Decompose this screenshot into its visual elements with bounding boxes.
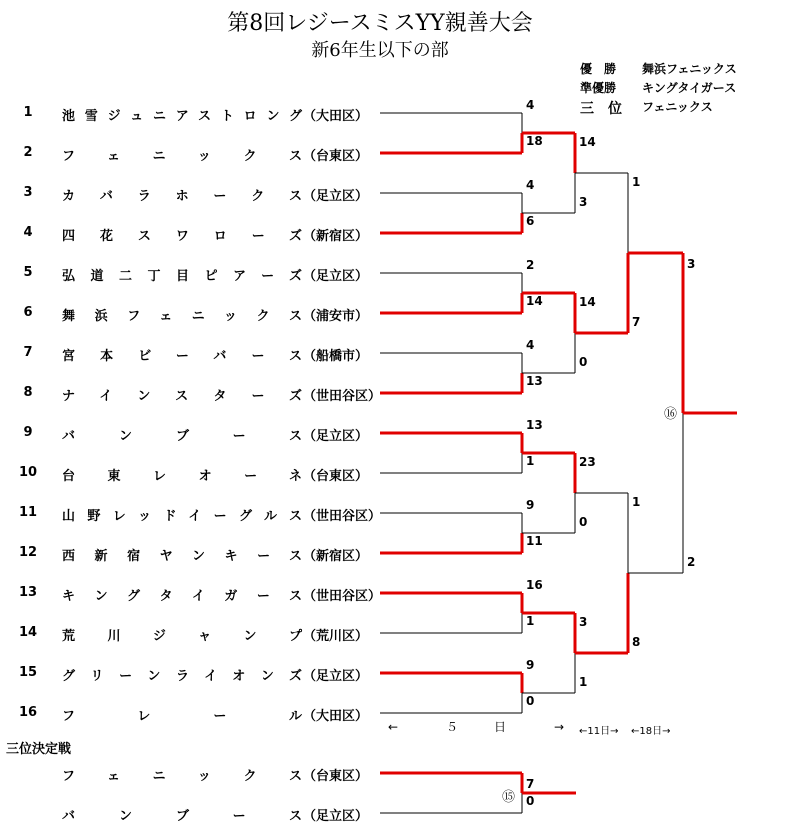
score: 1 [526, 454, 535, 468]
score: 13 [526, 374, 543, 388]
champion-label: 優 勝 [580, 62, 617, 76]
team-area: （新宿区） [303, 229, 369, 244]
team-area: （世田谷区） [303, 509, 382, 524]
team-area: （新宿区） [303, 549, 369, 564]
score: 3 [687, 257, 696, 271]
team-name: バンブース [62, 429, 302, 444]
third-team: フェニックス [642, 100, 713, 114]
score: 1 [632, 495, 641, 509]
team-name: 荒川ジャンプ [62, 629, 302, 644]
team-number: 12 [18, 545, 38, 560]
score: 2 [526, 258, 535, 272]
team-area: （台東区） [303, 469, 369, 484]
team-name: 弘道二丁目ピアーズ [62, 269, 302, 284]
score: 0 [526, 694, 535, 708]
team-number: 9 [23, 425, 33, 440]
team-name: フェニックス [62, 149, 302, 164]
team-number: 2 [23, 145, 33, 160]
score: 13 [526, 418, 543, 432]
team-number: 13 [18, 585, 38, 600]
team-area: （大田区） [303, 709, 369, 724]
score: 0 [526, 794, 535, 808]
team-area: （足立区） [303, 669, 369, 684]
team-number: 5 [23, 265, 33, 280]
score: 4 [526, 98, 535, 112]
team-area: （船橋市） [303, 349, 369, 364]
team-number: 8 [23, 385, 33, 400]
team-number: 6 [23, 305, 33, 320]
champion-team: 舞浜フェニックス [642, 62, 737, 76]
score: 0 [579, 355, 588, 369]
third-team-area: （足立区） [303, 809, 369, 824]
third-team-name: フェニックス [62, 769, 302, 784]
team-name: 宮本ビーバース [62, 349, 302, 364]
score: 1 [526, 614, 535, 628]
page-subtitle: 新6年生以下の部 [311, 40, 449, 61]
day-5-label: ← ５ 日 → [388, 720, 565, 734]
score: 7 [526, 777, 535, 791]
score: 3 [579, 195, 588, 209]
team-name: グリーンライオンズ [62, 669, 302, 684]
team-number: 15 [18, 665, 38, 680]
team-name: 池雪ジュニアストロング [62, 109, 302, 124]
third-team-name: バンブース [62, 809, 302, 824]
score: 3 [579, 615, 588, 629]
score: 7 [632, 315, 641, 329]
team-area: （浦安市） [303, 309, 369, 324]
team-area: （足立区） [303, 189, 369, 204]
score: 14 [526, 294, 543, 308]
third-place-title: 三位決定戦 [6, 742, 72, 757]
team-name: カバラホークス [62, 189, 302, 204]
team-name: 四花スワローズ [62, 229, 302, 244]
score: 1 [579, 675, 588, 689]
page-title: 第8回レジースミスYY親善大会 [227, 11, 533, 36]
score: 9 [526, 658, 535, 672]
team-name: フレール [62, 709, 302, 724]
team-number: 11 [18, 505, 38, 520]
day-11-label: ←11日→ [579, 726, 619, 737]
score: 8 [632, 635, 641, 649]
team-name: 山野レッドイーグルス [62, 509, 302, 524]
score: 4 [526, 338, 535, 352]
team-area: （大田区） [303, 109, 369, 124]
team-name: 西新宿ヤンキース [62, 549, 302, 564]
team-area: （足立区） [303, 429, 369, 444]
team-number: 14 [18, 625, 38, 640]
score: 6 [526, 214, 535, 228]
team-area: （荒川区） [303, 629, 369, 644]
third-game-number: ⑮ [502, 790, 516, 805]
score: 14 [579, 295, 596, 309]
team-area: （世田谷区） [303, 389, 382, 404]
team-name: ナインスターズ [62, 389, 302, 404]
score: 4 [526, 178, 535, 192]
day-18-label: ←18日→ [631, 726, 671, 737]
final-game-number: ⑯ [664, 407, 678, 422]
team-area: （足立区） [303, 269, 369, 284]
team-number: 3 [23, 185, 33, 200]
team-name: 舞浜フェニックス [62, 309, 302, 324]
team-area: （台東区） [303, 149, 369, 164]
third-label: 三 位 [580, 101, 622, 117]
score: 14 [579, 135, 596, 149]
score: 11 [526, 534, 543, 548]
score: 0 [579, 515, 588, 529]
score: 2 [687, 555, 696, 569]
team-number: 7 [23, 345, 33, 360]
team-number: 16 [18, 705, 38, 720]
runner-up-label: 準優勝 [580, 81, 617, 95]
score: 1 [632, 175, 641, 189]
team-name: キングタイガース [62, 589, 302, 604]
team-number: 1 [23, 105, 33, 120]
score: 16 [526, 578, 543, 592]
team-area: （世田谷区） [303, 589, 382, 604]
team-name: 台東レオーネ [62, 469, 302, 484]
team-number: 10 [18, 465, 38, 480]
team-number: 4 [23, 225, 33, 240]
score: 18 [526, 134, 543, 148]
score: 9 [526, 498, 535, 512]
runner-up-team: キングタイガース [642, 81, 737, 95]
score: 23 [579, 455, 596, 469]
third-team-area: （台東区） [303, 769, 369, 784]
